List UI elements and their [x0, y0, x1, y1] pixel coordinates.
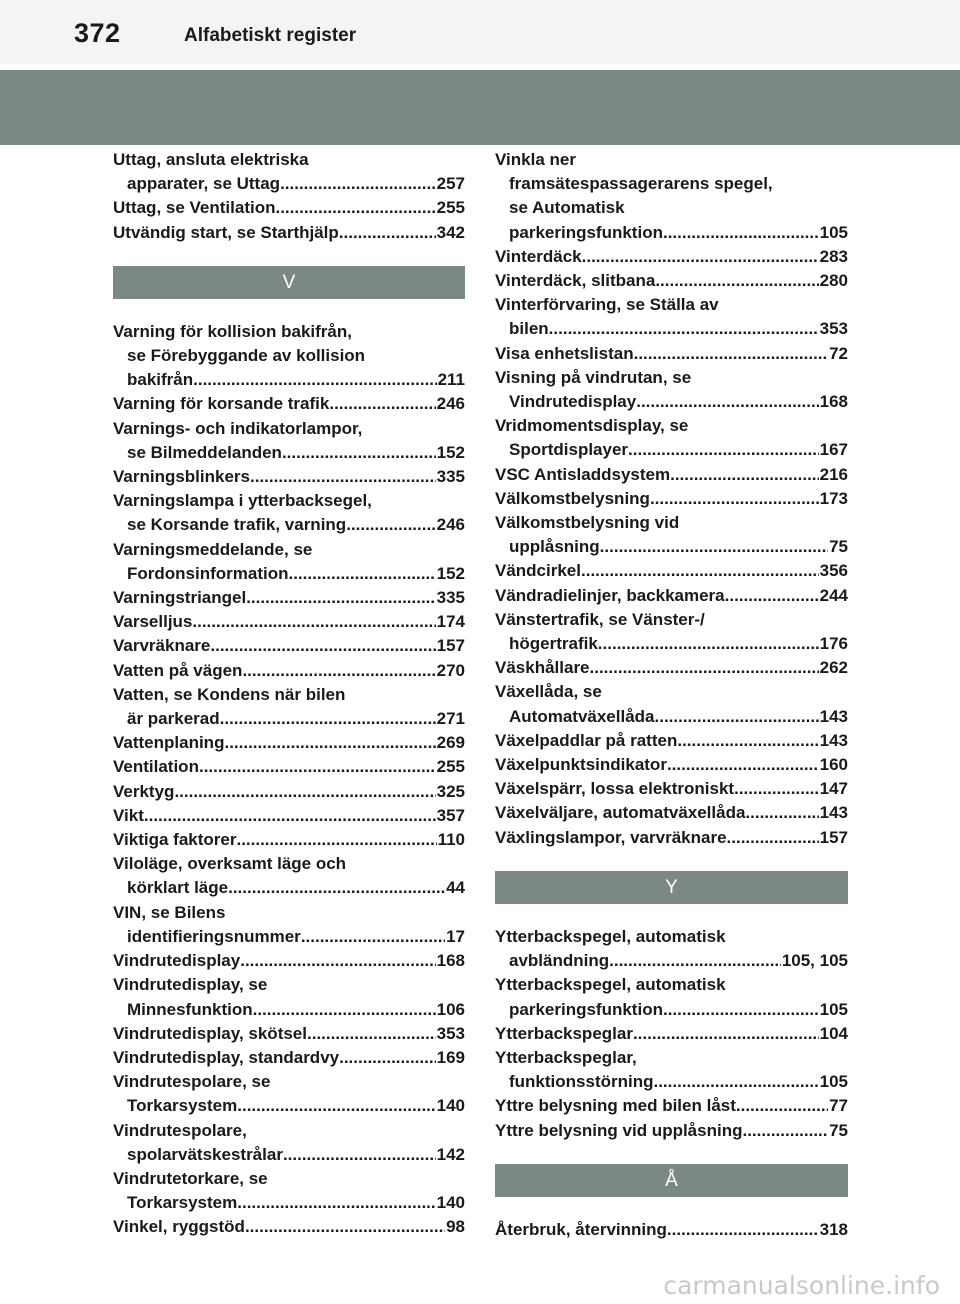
page-reference: 140: [436, 1096, 465, 1116]
section-letter-bar: Y: [495, 871, 848, 904]
index-entry: [495, 608, 848, 656]
index-entry: [113, 804, 465, 828]
index-entry: [113, 221, 465, 245]
entry-text: Viktiga faktorer: [113, 830, 237, 850]
index-column-left: [113, 148, 465, 1240]
page-reference: 143: [819, 730, 848, 750]
dot-leader: [725, 584, 819, 608]
page-reference: 142: [436, 1144, 465, 1164]
dot-leader: [628, 438, 819, 462]
entry-text: VIN, se Bilens: [113, 902, 226, 922]
dot-leader: [549, 317, 819, 341]
dot-leader: [144, 804, 436, 828]
dot-leader: [655, 269, 818, 293]
entry-text: Välkomstbelysning: [495, 488, 650, 508]
index-entry: [113, 634, 465, 658]
index-entry: [113, 148, 465, 196]
page-reference: 157: [436, 636, 465, 656]
index-entry: [495, 1094, 848, 1118]
page-reference: 318: [819, 1219, 848, 1239]
entry-text: Växelpunktsindikator: [495, 755, 667, 775]
entry-text: Varningstriangel: [113, 588, 247, 608]
index-entry: [113, 465, 465, 489]
page-reference: 335: [436, 467, 465, 487]
entry-text: avbländning: [509, 951, 610, 971]
index-entry: [495, 729, 848, 753]
dot-leader: [220, 707, 436, 731]
index-entry: [113, 1046, 465, 1070]
page-reference: 105: [819, 1072, 848, 1092]
dot-leader: [192, 610, 435, 634]
entry-text: Vindrutedisplay: [113, 951, 241, 971]
page-reference: 168: [819, 392, 848, 412]
page-reference: 270: [436, 660, 465, 680]
entry-text: Vinterdäck: [495, 246, 582, 266]
page-reference: 280: [819, 271, 848, 291]
page-reference: 257: [436, 174, 465, 194]
index-entry: [113, 196, 465, 220]
page-reference: 244: [819, 585, 848, 605]
dot-leader: [734, 777, 819, 801]
entry-text: framsätespassagerarens spegel,: [509, 174, 773, 194]
entry-text: Varselljus: [113, 612, 193, 632]
entry-text: Vindrutedisplay, skötsel: [113, 1023, 307, 1043]
index-entry: [113, 1215, 465, 1239]
watermark: carmanualsonline.info: [663, 1271, 940, 1300]
index-entry: [495, 1218, 848, 1242]
page-reference: 335: [436, 588, 465, 608]
entry-text: Varningsblinkers: [113, 467, 250, 487]
dot-leader: [210, 634, 435, 658]
entry-text: Ventilation: [113, 757, 199, 777]
dot-leader: [282, 441, 436, 465]
page-reference: 17: [446, 926, 465, 946]
dot-leader: [246, 586, 435, 610]
dot-leader: [275, 196, 435, 220]
index-entry: [495, 559, 848, 583]
entry-text: Vridmomentsdisplay, se: [495, 416, 689, 436]
entry-text: Växelpaddlar på ratten: [495, 730, 678, 750]
page-reference: 106: [436, 999, 465, 1019]
dot-leader: [663, 998, 819, 1022]
entry-text: Torkarsystem: [127, 1096, 238, 1116]
dot-leader: [677, 729, 818, 753]
index-entry: [113, 610, 465, 634]
entry-text: Vindrutedisplay, se: [113, 975, 268, 995]
index-entry: [495, 680, 848, 728]
entry-text: bilen: [509, 319, 549, 339]
entry-text: Verktyg: [113, 781, 175, 801]
dot-leader: [174, 780, 435, 804]
index-entry: [113, 731, 465, 755]
page-reference: 255: [436, 757, 465, 777]
dot-leader: [236, 828, 436, 852]
entry-text: bakifrån: [127, 370, 194, 390]
entry-text: Vinkel, ryggstöd: [113, 1217, 245, 1237]
page-reference: 105: [819, 999, 848, 1019]
entry-text: Fordonsinformation: [127, 563, 289, 583]
page-reference: 353: [819, 319, 848, 339]
index-entry: [495, 777, 848, 801]
page-reference: 342: [436, 222, 465, 242]
entry-text: Uttag, se Ventilation: [113, 198, 276, 218]
index-entry: [113, 973, 465, 1021]
dot-leader: [633, 1022, 819, 1046]
dot-leader: [237, 1094, 435, 1118]
dot-leader: [199, 755, 436, 779]
entry-text: Vindrutespolare,: [113, 1120, 247, 1140]
dot-leader: [609, 949, 781, 973]
page-reference: 72: [829, 343, 848, 363]
dot-leader: [307, 1022, 436, 1046]
entry-text: Vattenplaning: [113, 733, 225, 753]
dot-leader: [745, 801, 818, 825]
entry-text: högertrafik: [509, 634, 598, 654]
dot-leader: [224, 731, 435, 755]
entry-text: Vindrutedisplay: [509, 392, 637, 412]
entry-text: parkeringsfunktion: [509, 999, 663, 1019]
entry-text: Vändcirkel: [495, 561, 581, 581]
page-reference: 283: [819, 246, 848, 266]
index-entry: [495, 1022, 848, 1046]
page-reference: 160: [819, 755, 848, 775]
page-reference: 98: [446, 1217, 465, 1237]
entry-text: Ytterbackspeglar,: [495, 1047, 637, 1067]
dot-leader: [339, 1046, 436, 1070]
index-entry: [495, 463, 848, 487]
page-reference: 169: [436, 1047, 465, 1067]
entry-text: identifieringsnummer: [127, 926, 301, 946]
index-entry: [495, 148, 848, 245]
page-reference: 157: [819, 827, 848, 847]
entry-text: Välkomstbelysning vid: [495, 513, 680, 533]
entry-text: Växelspärr, lossa elektroniskt: [495, 779, 735, 799]
entry-text: Ytterbackspeglar: [495, 1023, 633, 1043]
section-title: Alfabetiskt register: [184, 25, 357, 46]
dot-leader: [237, 1191, 435, 1215]
index-entry: [495, 826, 848, 850]
entry-text: spolarvätskestrålar: [127, 1144, 283, 1164]
entry-text: Vinterdäck, slitbana: [495, 271, 656, 291]
entry-text: Vikt: [113, 805, 144, 825]
page-reference: 143: [819, 803, 848, 823]
index-entry: [495, 366, 848, 414]
dot-leader: [283, 1143, 436, 1167]
dot-leader: [663, 221, 819, 245]
index-entry: [113, 417, 465, 465]
entry-text: Vinkla ner: [495, 150, 576, 169]
page-reference: 104: [819, 1023, 848, 1043]
index-entry: [113, 755, 465, 779]
entry-text: Återbruk, återvinning: [495, 1219, 667, 1239]
dot-leader: [329, 392, 435, 416]
entry-text: VSC Antisladdsystem: [495, 464, 671, 484]
page-reference: 246: [436, 515, 465, 535]
entry-text: Automatväxellåda: [509, 706, 655, 726]
entry-text: se Bilmeddelanden: [127, 442, 282, 462]
index-entry: [113, 586, 465, 610]
page-reference: 110: [437, 830, 465, 850]
dot-leader: [598, 632, 819, 656]
index-entry: [495, 801, 848, 825]
index-entry: [113, 1070, 465, 1118]
entry-text: Vindrutedisplay, standardvy: [113, 1047, 340, 1067]
dot-leader: [636, 390, 818, 414]
section-letter-bar: V: [113, 266, 465, 299]
index-entry: [495, 1119, 848, 1143]
dot-leader: [301, 925, 445, 949]
entry-text: Viloläge, overksamt läge och: [113, 854, 347, 874]
entry-text: Varnings- och indikatorlampor,: [113, 418, 363, 438]
page-reference: 140: [436, 1193, 465, 1213]
entry-text: Minnesfunktion: [127, 999, 253, 1019]
dot-leader: [250, 465, 436, 489]
page-reference: 173: [819, 488, 848, 508]
dot-leader: [288, 562, 435, 586]
index-entry: [495, 925, 848, 973]
dot-leader: [655, 705, 819, 729]
entry-text: Varningslampa i ytterbacksegel,: [113, 491, 372, 511]
page-reference: 167: [819, 440, 848, 460]
dot-leader: [242, 659, 435, 683]
page-reference: 152: [436, 442, 465, 462]
page-reference: 269: [436, 733, 465, 753]
index-entry: [113, 1167, 465, 1215]
dot-leader: [193, 368, 436, 392]
index-entry: [113, 659, 465, 683]
page-number: 372: [74, 18, 121, 48]
page-reference: 211: [437, 370, 465, 390]
page-reference: 152: [436, 563, 465, 583]
index-entry: [113, 1022, 465, 1046]
dot-leader: [582, 245, 819, 269]
entry-text: Vindrutespolare, se: [113, 1072, 271, 1092]
index-entry: [113, 901, 465, 949]
entry-text: Vändradielinjer, backkamera: [495, 585, 725, 605]
index-entry: [495, 293, 848, 341]
entry-text: Ytterbackspegel, automatisk: [495, 926, 726, 946]
index-entry: [113, 1119, 465, 1167]
index-entry: [495, 656, 848, 680]
entry-text: Visa enhetslistan: [495, 343, 634, 363]
dot-leader: [590, 656, 819, 680]
index-entry: [495, 269, 848, 293]
entry-text: Sportdisplayer: [509, 440, 629, 460]
entry-text: Vatten, se Kondens när bilen: [113, 684, 346, 704]
entry-text: upplåsning: [509, 537, 600, 557]
index-entry: [495, 414, 848, 462]
entry-text: Ytterbackspegel, automatisk: [495, 975, 726, 995]
index-entry: [113, 780, 465, 804]
page-reference: 44: [446, 878, 465, 898]
header-band: [0, 70, 960, 145]
entry-text: parkeringsfunktion: [509, 222, 663, 242]
entry-text: Varning för korsande trafik: [113, 394, 330, 414]
entry-text: Vinterförvaring, se Ställa av: [495, 295, 719, 315]
dot-leader: [280, 172, 436, 196]
entry-text: Växellåda, se: [495, 682, 602, 702]
page-reference: 168: [436, 951, 465, 971]
page-reference: 176: [819, 634, 848, 654]
page-reference: 262: [819, 658, 848, 678]
entry-text: Varningsmeddelande, se: [113, 539, 313, 559]
page-reference: 75: [829, 1120, 848, 1140]
index-entry: [113, 949, 465, 973]
dot-leader: [742, 1119, 828, 1143]
page-reference: 325: [436, 781, 465, 801]
index-entry: [495, 584, 848, 608]
index-entry: [113, 538, 465, 586]
entry-text: körklart läge: [127, 878, 229, 898]
entry-text: Visning på vindrutan, se: [495, 367, 692, 387]
entry-text: funktionsstörning: [509, 1072, 654, 1092]
section-letter-bar: Å: [495, 1164, 848, 1197]
page-reference: 105, 105: [781, 951, 848, 971]
page-reference: 353: [436, 1023, 465, 1043]
index-entry: [113, 320, 465, 393]
dot-leader: [581, 559, 819, 583]
entry-text: är parkerad: [127, 709, 220, 729]
dot-leader: [240, 949, 435, 973]
page-reference: 105: [819, 222, 848, 242]
page-reference: 356: [819, 561, 848, 581]
page-reference: 77: [829, 1096, 848, 1116]
dot-leader: [653, 1070, 818, 1094]
entry-text: se Automatisk: [509, 198, 625, 218]
page-reference: 246: [436, 394, 465, 414]
index-entry: [495, 487, 848, 511]
entry-text: Varvräknare: [113, 636, 211, 656]
entry-text: Växelväljare, automatväxellåda: [495, 803, 746, 823]
dot-leader: [253, 998, 436, 1022]
dot-leader: [634, 342, 828, 366]
entry-text: Yttre belysning med bilen låst: [495, 1096, 736, 1116]
entry-text: Vänstertrafik, se Vänster-/: [495, 609, 705, 629]
entry-text: Utvändig start, se Starthjälp: [113, 222, 339, 242]
index-entry: [113, 852, 465, 900]
dot-leader: [228, 876, 445, 900]
entry-text: Vatten på vägen: [113, 660, 243, 680]
page-reference: 143: [819, 706, 848, 726]
dot-leader: [346, 513, 435, 537]
index-entry: [495, 753, 848, 777]
index-entry: [495, 1046, 848, 1094]
entry-text: Uttag, ansluta elektriska: [113, 150, 309, 169]
index-entry: [495, 511, 848, 559]
page-reference: 216: [819, 464, 848, 484]
index-column-right: [495, 148, 848, 1242]
entry-text: Växlingslampor, varvräknare: [495, 827, 727, 847]
dot-leader: [727, 826, 819, 850]
page-reference: 271: [436, 709, 465, 729]
dot-leader: [670, 463, 819, 487]
index-entry: [113, 392, 465, 416]
page-reference: 75: [829, 537, 848, 557]
index-entry: [113, 828, 465, 852]
dot-leader: [736, 1094, 828, 1118]
dot-leader: [600, 535, 828, 559]
index-entry: [113, 683, 465, 731]
dot-leader: [245, 1215, 445, 1239]
index-entry: [495, 245, 848, 269]
dot-leader: [339, 221, 436, 245]
entry-text: apparater, se Uttag: [127, 174, 281, 194]
page-reference: 357: [436, 805, 465, 825]
page-reference: 147: [819, 779, 848, 799]
page-reference: 255: [436, 198, 465, 218]
entry-text: se Förebyggande av kollision: [127, 346, 366, 366]
page-header: [0, 0, 960, 64]
dot-leader: [650, 487, 819, 511]
entry-text: Vindrutetorkare, se: [113, 1168, 268, 1188]
dot-leader: [667, 1218, 819, 1242]
entry-text: Varning för kollision bakifrån,: [113, 321, 352, 341]
entry-text: Yttre belysning vid upplåsning: [495, 1120, 743, 1140]
index-entry: [495, 973, 848, 1021]
index-entry: [113, 489, 465, 537]
page-reference: 174: [436, 612, 465, 632]
entry-text: se Korsande trafik, varning: [127, 515, 347, 535]
index-entry: [495, 342, 848, 366]
entry-text: Väskhållare: [495, 658, 590, 678]
dot-leader: [667, 753, 819, 777]
entry-text: Torkarsystem: [127, 1193, 238, 1213]
